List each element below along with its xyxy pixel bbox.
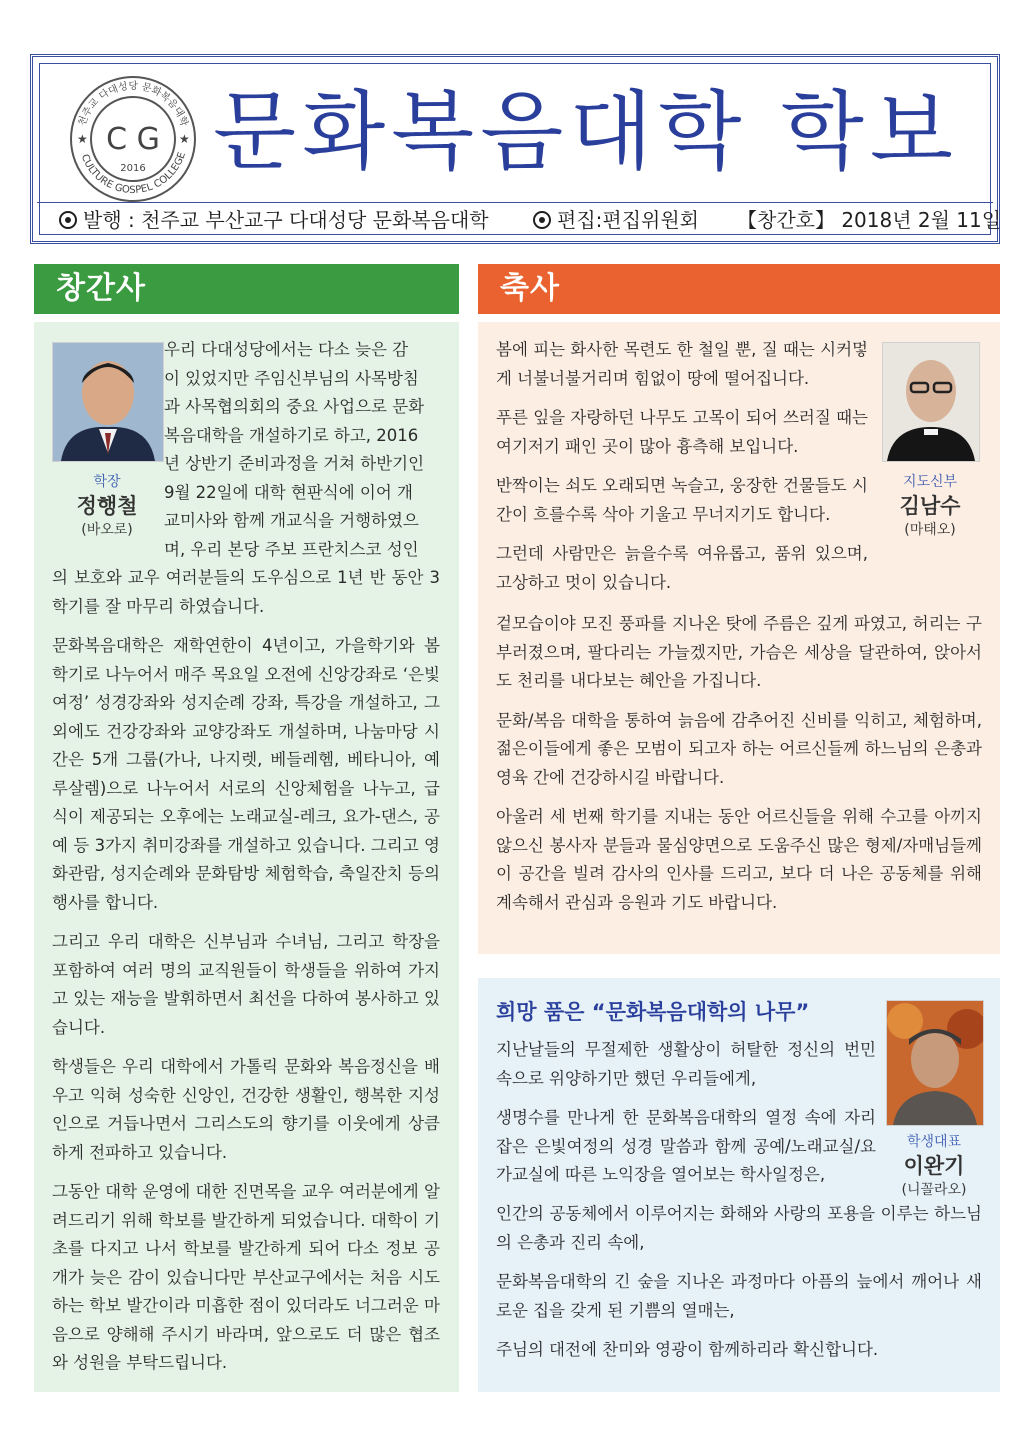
person-baptismal-name: (니꼴라오) — [901, 1182, 967, 1198]
intro-line: 이 있었지만 주임신부님의 사목방침 — [164, 368, 419, 388]
person-portrait-icon — [887, 1001, 983, 1125]
person-name: 김남수 — [899, 494, 961, 518]
poem-stanza: 지난날들의 무절제한 생활상이 허탈한 정신의 번민 속으로 위양하기만 했던 우리들에게, — [496, 1040, 876, 1088]
person-baptismal-name: (마태오) — [904, 522, 956, 538]
priest-caption — [874, 472, 986, 540]
intro-line: 교미사와 함께 개교식을 거행하였으 — [164, 511, 419, 530]
paragraph: 겉모습이야 모진 풍파를 지나온 탓에 주름은 깊게 파였고, 허리는 구부러졌으며, 팔다리는 가늘겠지만, 가슴은 세상을 달관하여, 앉아서도 천리를 내다보는 혜안을 가집니다. — [496, 614, 982, 690]
poem-title: 희망 품은 “문화복음대학의 나무” — [496, 1000, 810, 1024]
logo-year: 2016 — [120, 163, 146, 174]
person-role: 학생대표 — [906, 1134, 962, 1150]
paragraph: 의 보호와 교우 여러분들의 도우심으로 1년 반 동안 3학기를 잘 마무리 하였습니다. — [52, 568, 440, 616]
intro-line: 며, 우리 본당 주보 프란치스코 성인 — [164, 539, 419, 559]
person-baptismal-name: (바오로) — [81, 522, 133, 538]
college-logo — [67, 73, 199, 205]
section-header-inaugural: 창간사 — [34, 264, 459, 314]
intro-line: 년 상반기 준비과정을 거쳐 하반기인 — [164, 454, 425, 473]
paragraph: 봄에 피는 화사한 목련도 한 철일 뿐, 질 때는 시커멓게 너불너불거리며 힘없이 땅에 떨어집니다. — [496, 340, 868, 388]
president-caption — [42, 472, 172, 540]
inaugural-intro — [164, 336, 440, 564]
bullet-icon — [59, 211, 77, 229]
person-name: 정행철 — [76, 494, 138, 518]
section-header-congratulations: 축사 — [478, 264, 1000, 314]
paragraph: 그동안 대학 운영에 대한 진면목을 교우 여러분에게 알려드리기 위해 학보를 발간하게 되었습니다. 대학이 기초를 다지고 나서 학보를 발간하게 되어 다소 정보 공개가 늦은 감이 있습니다만 부산교구에서는 처음 시도하는 학보 발간이라 미흡한 점이 있더라도 너그러운 마음으로 양해해 주시기 바라며, 앞으로도 더 많은 협조와 성원을 부탁드립니다. — [52, 1182, 440, 1372]
paragraph: 그런데 사람만은 늙을수록 여유롭고, 품위 있으며, 고상하고 멋이 있습니다. — [496, 544, 868, 592]
newspaper-title: 문화복음대학 학보 — [213, 82, 959, 182]
poem-body-top — [496, 1036, 876, 1201]
intro-line: 9월 22일에 대학 현판식에 이어 개 — [164, 482, 413, 502]
star-icon: ★ — [77, 132, 88, 146]
congrats-body-bottom — [496, 610, 982, 928]
paragraph: 반짝이는 쇠도 오래되면 녹슬고, 웅장한 건물들도 시간이 흐를수록 삭아 기울고 무너지기도 합니다. — [496, 476, 868, 524]
congrats-body-top — [496, 336, 868, 608]
star-icon: ★ — [179, 132, 190, 146]
poem-stanza: 문화복음대학의 긴 숲을 지나온 과정마다 아픔의 늪에서 깨어나 새로운 집을 갖게 된 기쁨의 열매는, — [496, 1272, 982, 1320]
publisher: 발행 : 천주교 부산교구 다대성당 문화복음대학 — [83, 208, 489, 232]
masthead-info-bar — [37, 202, 1002, 237]
logo-letters: C G — [106, 122, 160, 157]
paragraph: 푸른 잎을 자랑하던 나무도 고목이 되어 쓰러질 때는 여기저기 패인 곳이 많아 흉측해 보입니다. — [496, 408, 868, 456]
editor: 편집:편집위원회 — [557, 208, 699, 232]
poem-stanza: 생명수를 만나게 한 문화복음대학의 열정 속에 자리 잡은 은빛여정의 성경 말씀과 함께 공예/노래교실/요가교실에 따른 노익장을 열어보는 학사일정은, — [496, 1108, 876, 1184]
paragraph: 그리고 우리 대학은 신부님과 수녀님, 그리고 학장을 포함하여 여러 명의 교직원들이 학생들을 위하여 가지고 있는 재능을 발휘하면서 최선을 다하여 봉사하고 있습니다. — [52, 932, 440, 1037]
student-rep-caption — [878, 1132, 990, 1200]
congratulations-panel — [478, 322, 1000, 954]
issue-date: 【창간호】 2018년 2월 11일 — [737, 208, 1002, 232]
person-portrait-icon — [53, 343, 163, 461]
svg-text:천주교 다대성당 문화복음대학 — [75, 79, 191, 128]
paragraph: 아울러 세 번째 학기를 지내는 동안 어르신들을 위해 수고를 아끼지 않으신 봉사자 분들과 물심양면으로 도움주신 많은 형제/자매님들께 이 공간을 빌려 감사의 인사를 드리고, 보다 더 나은 공동체를 위해 계속해서 관심과 응원과 기도 바랍니다. — [496, 807, 982, 912]
person-name: 이완기 — [903, 1154, 965, 1178]
intro-line: 복음대학을 개설하기로 하고, 2016 — [164, 425, 419, 445]
person-role: 학장 — [93, 474, 121, 490]
person-portrait-icon — [883, 343, 979, 461]
logo-bottom-text: CULTURE GOSPEL COLLEGE — [78, 150, 189, 197]
person-role: 지도신부 — [902, 474, 958, 490]
priest-photo — [882, 342, 980, 462]
bullet-icon — [533, 211, 551, 229]
logo-ring-text: 천주교 다대성당 문화복음대학 — [76, 80, 190, 128]
inaugural-body — [52, 564, 440, 1389]
paragraph: 문화/복음 대학을 통하여 늙음에 감추어진 신비를 익히고, 체험하며, 젊은이들에게 좋은 모범이 되고자 하는 어르신들께 하느님의 은총과 영육 간에 건강하시길 바랍니다. — [496, 710, 982, 787]
masthead — [30, 54, 1000, 244]
intro-line: 우리 다대성당에서는 다소 늦은 감 — [164, 340, 409, 359]
student-rep-photo — [886, 1000, 984, 1126]
poem-panel — [478, 978, 1000, 1392]
poem-body-bottom — [496, 1200, 982, 1376]
intro-line: 과 사목협의회의 중요 사업으로 문화 — [164, 397, 425, 416]
poem-stanza: 주님의 대전에 찬미와 영광이 함께하리라 확신합니다. — [496, 1340, 879, 1359]
paragraph: 문화복음대학은 재학연한이 4년이고, 가을학기와 봄 학기로 나누어서 매주 목요일 오전에 신앙강좌로 ‘은빛여정’ 성경강좌와 성지순례 강좌, 특강을 개설하고, 그 외에도 건강강좌와 교양강좌도 개설하며, 나눔마당 시간은 5개 그룹(가나, 나지렛, 베들레헴, 베타니아, 예루살렘)으로 나누어서 서로의 신앙체험을 나누고, 급식이 제공되는 오후에는 노래교실-레크, 요가-댄스, 공예 등 3가지 취미강좌를 개설하고 있습니다. 그리고 영화관람, 성지순례와 문화탐방 체험학습, 축일잔치 등의 행사를 합니다. — [52, 636, 440, 912]
paragraph: 학생들은 우리 대학에서 가톨릭 문화와 복음정신을 배우고 익혀 성숙한 신앙인, 건강한 생활인, 행복한 지성인으로 거듭나면서 그리스도의 향기를 이웃에게 상큼하게 전파하고 있습니다. — [52, 1057, 440, 1162]
president-photo — [52, 342, 164, 462]
inaugural-panel — [34, 322, 459, 1392]
poem-stanza: 인간의 공동체에서 이루어지는 화해와 사랑의 포용을 이루는 하느님의 은총과 진리 속에, — [496, 1204, 982, 1252]
